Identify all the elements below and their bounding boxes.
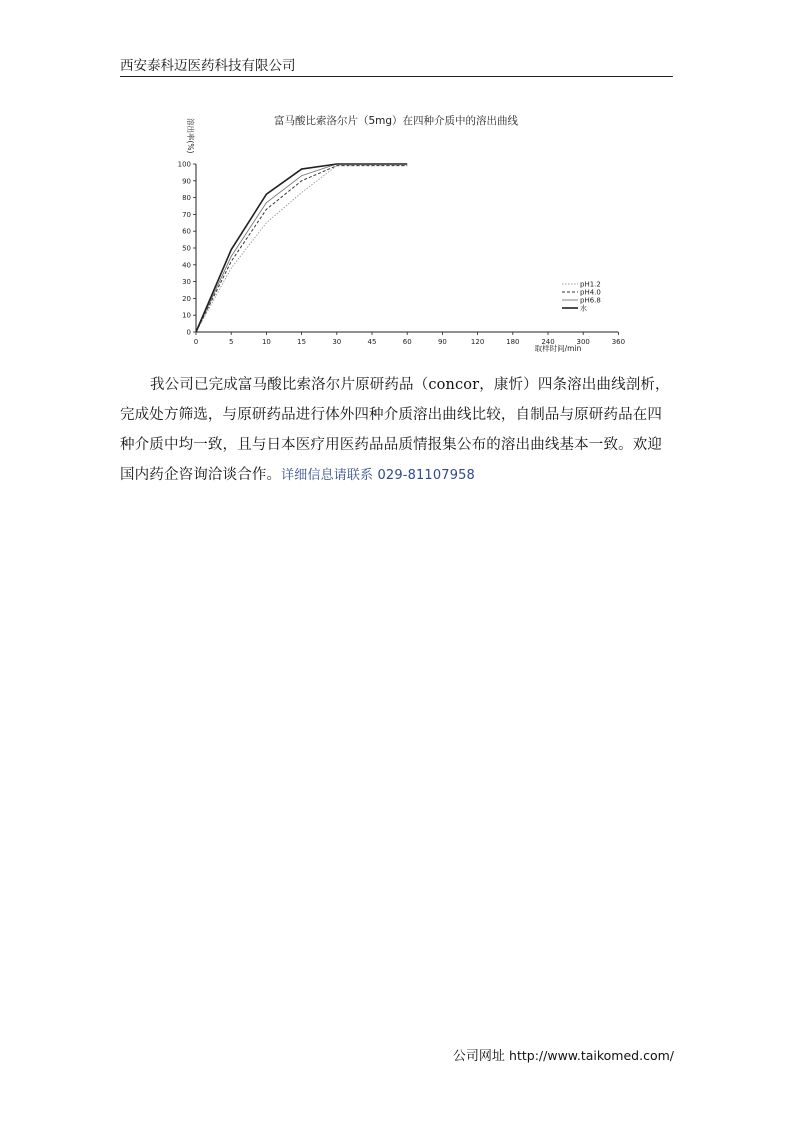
x-tick-label: 30 bbox=[332, 338, 342, 346]
x-tick-label: 45 bbox=[367, 338, 377, 346]
page-header bbox=[120, 56, 673, 77]
chart-title: 富马酸比索洛尔片（5mg）在四种介质中的溶出曲线 bbox=[273, 115, 519, 127]
dissolution-chart bbox=[176, 108, 628, 356]
footer-label: 公司网址 bbox=[452, 1049, 510, 1064]
x-tick-label: 5 bbox=[228, 338, 234, 346]
y-tick-label: 30 bbox=[182, 278, 191, 287]
x-tick-label: 60 bbox=[402, 338, 412, 346]
x-tick-label: 300 bbox=[576, 338, 590, 346]
x-tick-label: 10 bbox=[261, 338, 271, 346]
y-tick-label: 20 bbox=[182, 294, 191, 303]
chart-legend bbox=[562, 281, 601, 313]
paragraph-body: 我公司已完成富马酸比索洛尔片原研药品（concor，康忻）四条溶出曲线剖析，完成处方筛选，与原研药品进行体外四种介质溶出曲线比较，自制品与原研药品在四种介质中均一致，且与日本医疗用医药品品质情报集公布的溶出曲线基本一致。欢迎国内药企咨询洽谈合作。 bbox=[120, 377, 670, 483]
x-tick-label: 360 bbox=[611, 338, 626, 346]
x-tick-label: 0 bbox=[193, 338, 199, 346]
series-line-pH6.8 bbox=[196, 164, 407, 332]
series-line-pH4.0 bbox=[196, 166, 407, 332]
y-tick-label: 60 bbox=[182, 227, 191, 236]
series-line-水 bbox=[196, 164, 407, 332]
y-tick-label: 50 bbox=[182, 244, 191, 253]
x-tick-label: 180 bbox=[506, 338, 520, 346]
x-tick-label: 90 bbox=[437, 338, 447, 346]
page-footer bbox=[453, 1046, 674, 1067]
y-tick-label: 40 bbox=[182, 261, 191, 270]
series-line-pH1.2 bbox=[196, 166, 407, 332]
chart-axes bbox=[178, 161, 625, 347]
y-tick-label: 100 bbox=[177, 160, 191, 169]
contact-info: 详细信息请联系 029-81107958 bbox=[281, 468, 475, 483]
x-tick-label: 240 bbox=[541, 338, 555, 346]
y-tick-label: 0 bbox=[186, 328, 191, 337]
company-name: 西安泰科迈医药科技有限公司 bbox=[120, 58, 296, 74]
x-tick-label: 15 bbox=[297, 338, 307, 346]
description-paragraph bbox=[120, 370, 676, 491]
legend-label: pH6.8 bbox=[580, 296, 601, 305]
legend-label: 水 bbox=[580, 304, 587, 313]
legend-label: pH1.2 bbox=[580, 280, 601, 289]
y-tick-label: 10 bbox=[182, 311, 191, 320]
x-tick-label: 120 bbox=[470, 338, 485, 346]
website-link[interactable]: http://www.taikomed.com/ bbox=[509, 1048, 674, 1063]
chart-svg bbox=[176, 108, 628, 356]
chart-series-group bbox=[196, 164, 407, 332]
chart-y-label: 溶出率(%) bbox=[186, 118, 195, 154]
y-tick-label: 90 bbox=[182, 177, 191, 186]
chart-x-label: 取样时间/min bbox=[534, 344, 582, 353]
legend-label: pH4.0 bbox=[580, 288, 601, 297]
y-tick-label: 80 bbox=[182, 194, 191, 203]
y-tick-label: 70 bbox=[182, 210, 191, 219]
